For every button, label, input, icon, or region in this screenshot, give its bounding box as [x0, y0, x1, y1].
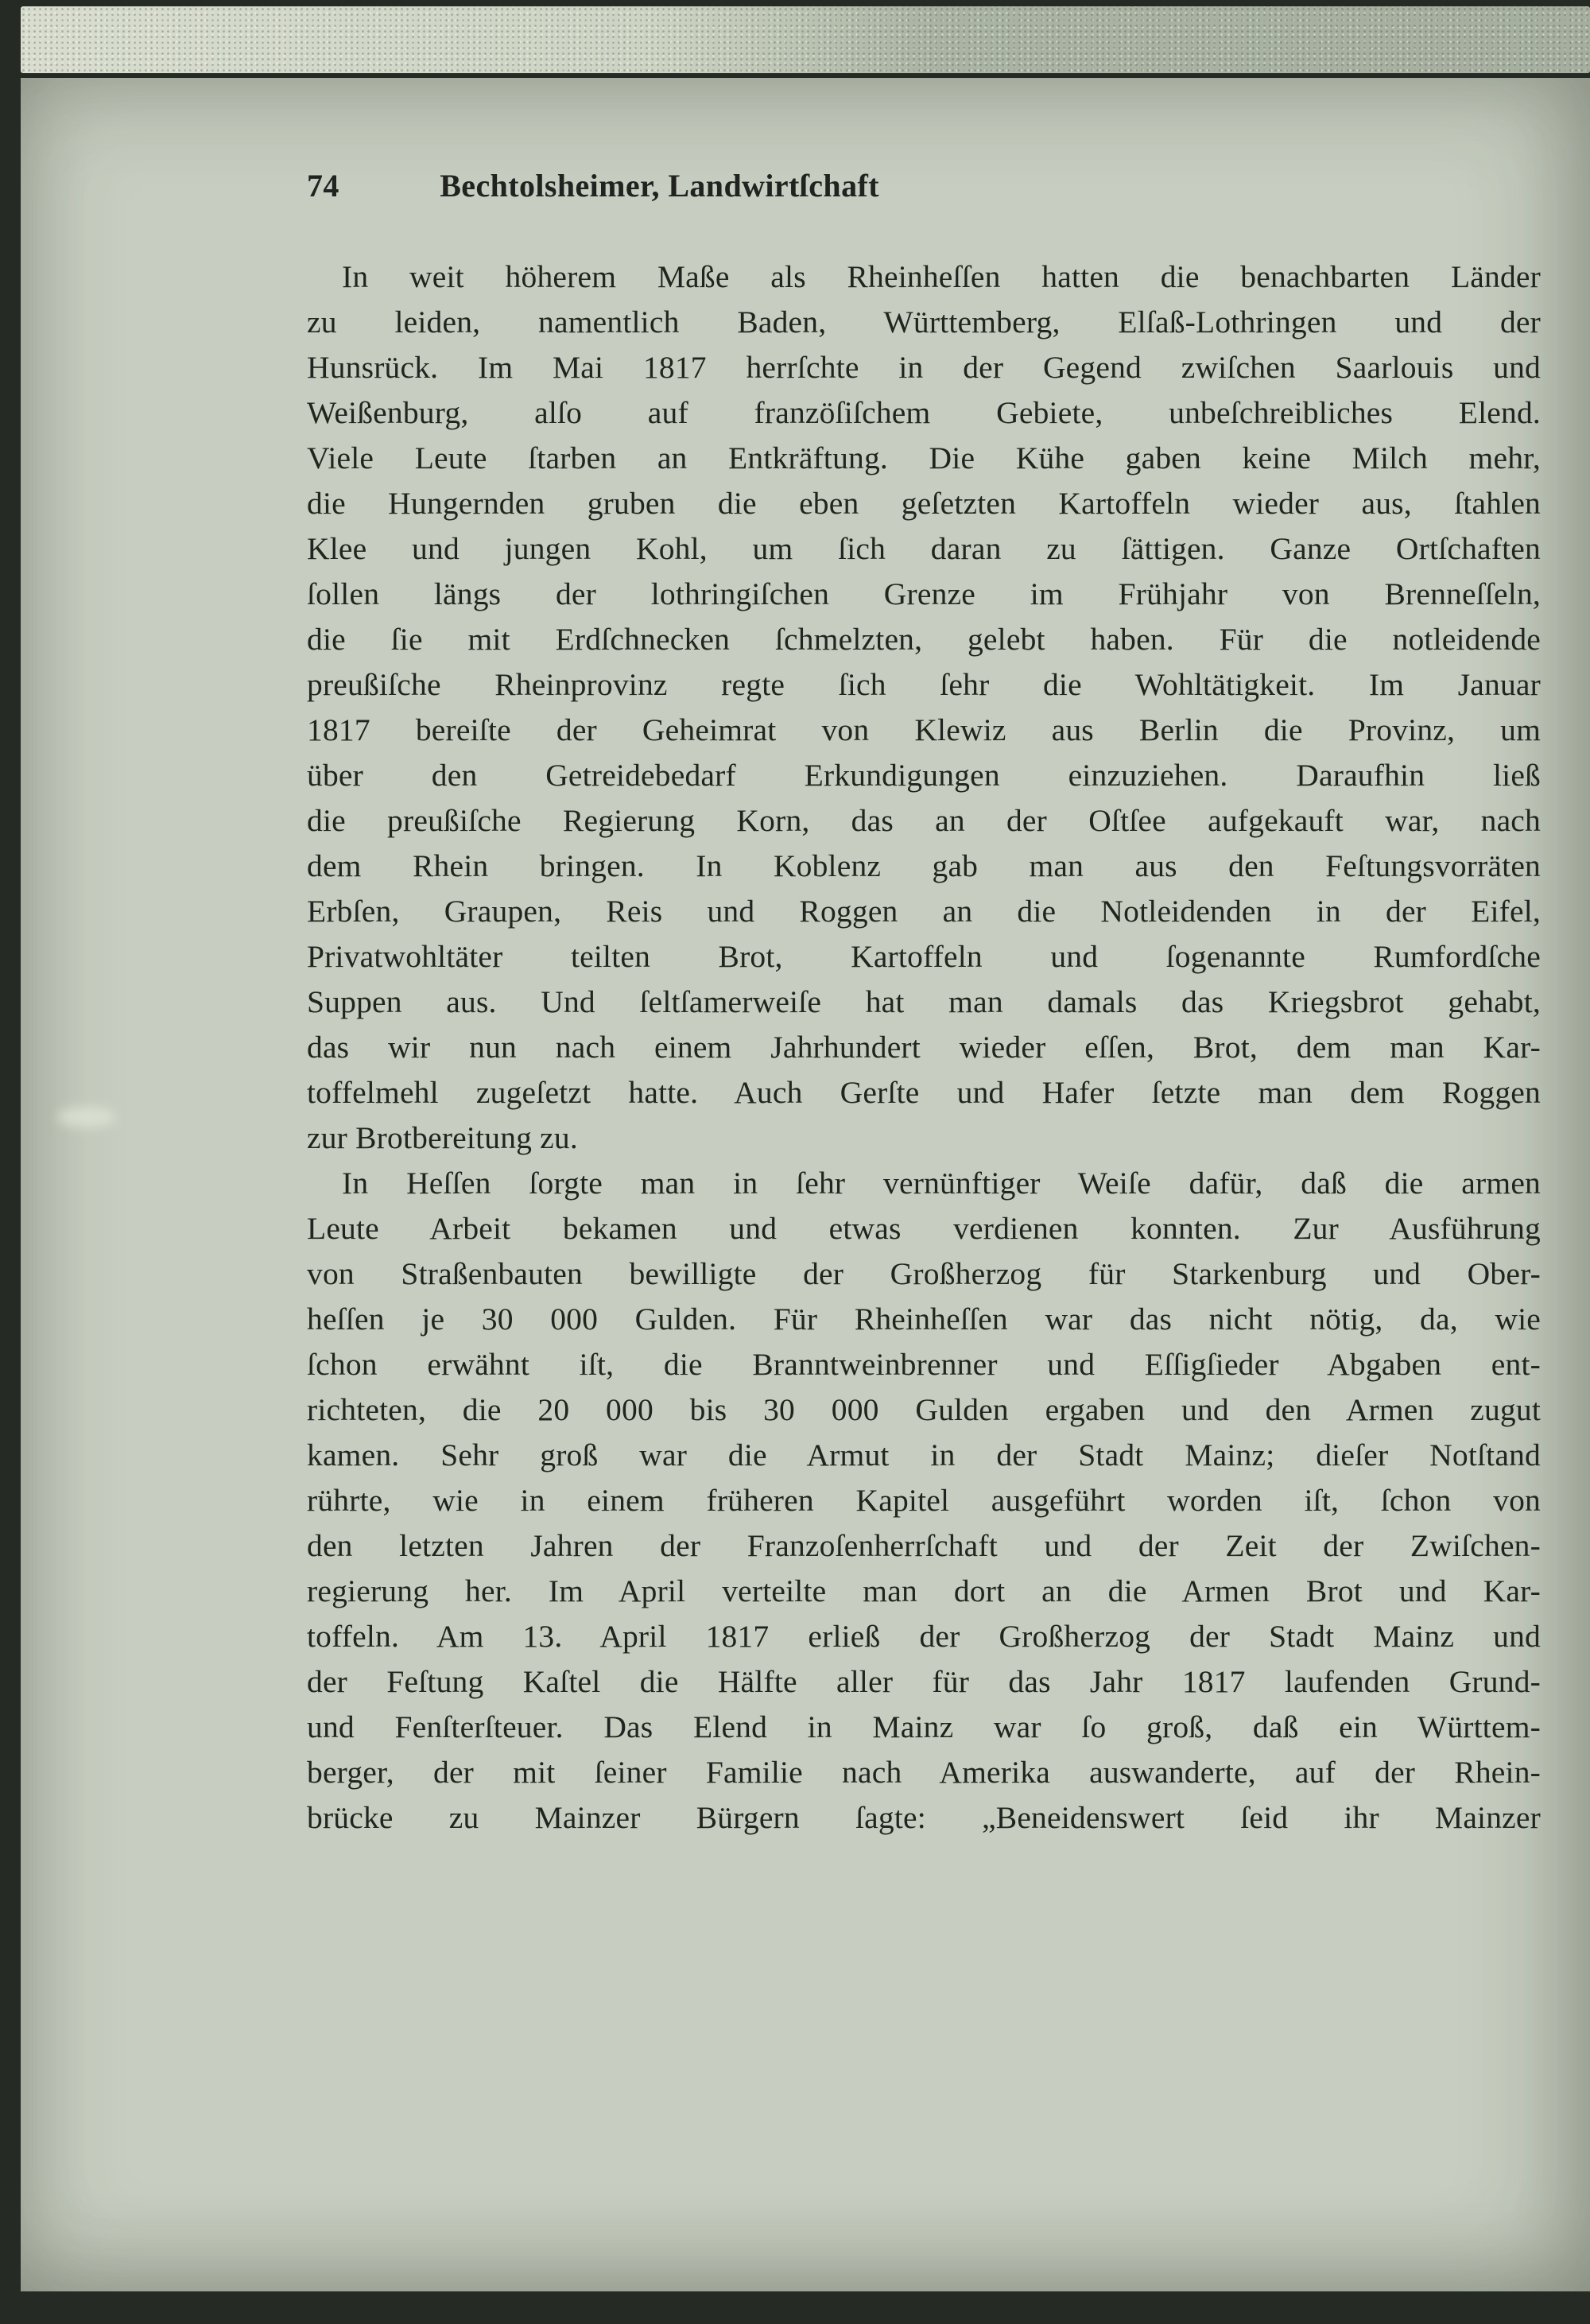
text-line: ſchon erwähnt iſt, die Branntweinbrenner und Eſſigſieder Abgaben ent- — [307, 1347, 1541, 1382]
text-line: toffeln. Am 13. April 1817 erließ der Großherzog der Stadt Mainz und — [307, 1619, 1541, 1654]
text-line: die preußiſche Regierung Korn, das an der Oſtſee aufgekauft war, nach — [307, 803, 1541, 838]
text-line: Weißenburg, alſo auf franzöſiſchem Gebiete, unbeſchreibliches Elend. — [307, 395, 1541, 430]
text-line: berger, der mit ſeiner Familie nach Amerika auswanderte, auf der Rhein- — [307, 1755, 1541, 1790]
text-line: zur Brotbereitung zu. — [307, 1120, 578, 1155]
page-number: 74 — [307, 168, 339, 204]
paragraph-2 — [307, 1161, 1541, 1841]
text-line: 1817 bereiſte der Geheimrat von Klewiz aus Berlin die Provinz, um — [307, 712, 1541, 747]
text-line: brücke zu Mainzer Bürgern ſagte: „Beneidenswert ſeid ihr Mainzer — [307, 1800, 1541, 1835]
text-line: richteten, die 20 000 bis 30 000 Gulden ergaben und den Armen zugut — [307, 1392, 1541, 1427]
text-line: In Heſſen ſorgte man in ſehr vernünftiger Weiſe dafür, daß die armen — [342, 1166, 1541, 1201]
adjacent-page-edge — [21, 6, 1590, 73]
running-header: Bechtolsheimer, Landwirtſchaft — [440, 168, 879, 204]
text-line: Suppen aus. Und ſeltſamerweiſe hat man damals das Kriegsbrot gehabt, — [307, 984, 1541, 1019]
body-text — [307, 254, 1541, 1841]
text-line: Hunsrück. Im Mai 1817 herrſchte in der Gegend zwiſchen Saarlouis und — [307, 350, 1541, 385]
text-line: Erbſen, Graupen, Reis und Roggen an die Notleidenden in der Eifel, — [307, 894, 1541, 929]
text-line: In weit höherem Maße als Rheinheſſen hatten die benachbarten Länder — [342, 259, 1541, 294]
text-line: die Hungernden gruben die eben geſetzten Kartoffeln wieder aus, ſtahlen — [307, 486, 1541, 521]
text-line: Klee und jungen Kohl, um ſich daran zu ſättigen. Ganze Ortſchaften — [307, 531, 1541, 566]
text-line: regierung her. Im April verteilte man dort an die Armen Brot und Kar- — [307, 1573, 1541, 1608]
text-line: heſſen je 30 000 Gulden. Für Rheinheſſen war das nicht nötig, da, wie — [307, 1302, 1541, 1337]
text-line: dem Rhein bringen. In Koblenz gab man aus den Feſtungsvorräten — [307, 848, 1541, 883]
page-header — [307, 167, 1541, 204]
book-page — [21, 78, 1590, 2291]
text-line: zu leiden, namentlich Baden, Württemberg, Elſaß-Lothringen und der — [307, 305, 1541, 339]
text-line: toffelmehl zugeſetzt hatte. Auch Gerſte und Hafer ſetzte man dem Roggen — [307, 1075, 1541, 1110]
text-line: von Straßenbauten bewilligte der Großherzog für Starkenburg und Ober- — [307, 1256, 1541, 1291]
text-line: preußiſche Rheinprovinz regte ſich ſehr die Wohltätigkeit. Im Januar — [307, 667, 1541, 702]
text-line: Leute Arbeit bekamen und etwas verdienen konnten. Zur Ausführung — [307, 1211, 1541, 1246]
text-line: und Fenſterſteuer. Das Elend in Mainz war ſo groß, daß ein Württem- — [307, 1709, 1541, 1744]
text-line: die ſie mit Erdſchnecken ſchmelzten, gelebt haben. Für die notleidende — [307, 622, 1541, 657]
text-line: das wir nun nach einem Jahrhundert wieder eſſen, Brot, dem man Kar- — [307, 1030, 1541, 1065]
text-line: ſollen längs der lothringiſchen Grenze im Frühjahr von Brenneſſeln, — [307, 576, 1541, 611]
page-edge-smudge — [57, 1107, 116, 1127]
paragraph-1 — [307, 254, 1541, 1161]
text-line: Viele Leute ſtarben an Entkräftung. Die Kühe gaben keine Milch mehr, — [307, 440, 1541, 475]
text-line: Privatwohltäter teilten Brot, Kartoffeln und ſogenannte Rumfordſche — [307, 939, 1541, 974]
text-line: der Feſtung Kaſtel die Hälfte aller für das Jahr 1817 laufenden Grund- — [307, 1664, 1541, 1699]
text-line: über den Getreidebedarf Erkundigungen einzuziehen. Daraufhin ließ — [307, 758, 1541, 793]
text-line: kamen. Sehr groß war die Armut in der Stadt Mainz; dieſer Notſtand — [307, 1437, 1541, 1472]
text-line: rührte, wie in einem früheren Kapitel ausgeführt worden iſt, ſchon von — [307, 1483, 1541, 1518]
text-line: den letzten Jahren der Franzoſenherrſchaft und der Zeit der Zwiſchen- — [307, 1528, 1541, 1563]
